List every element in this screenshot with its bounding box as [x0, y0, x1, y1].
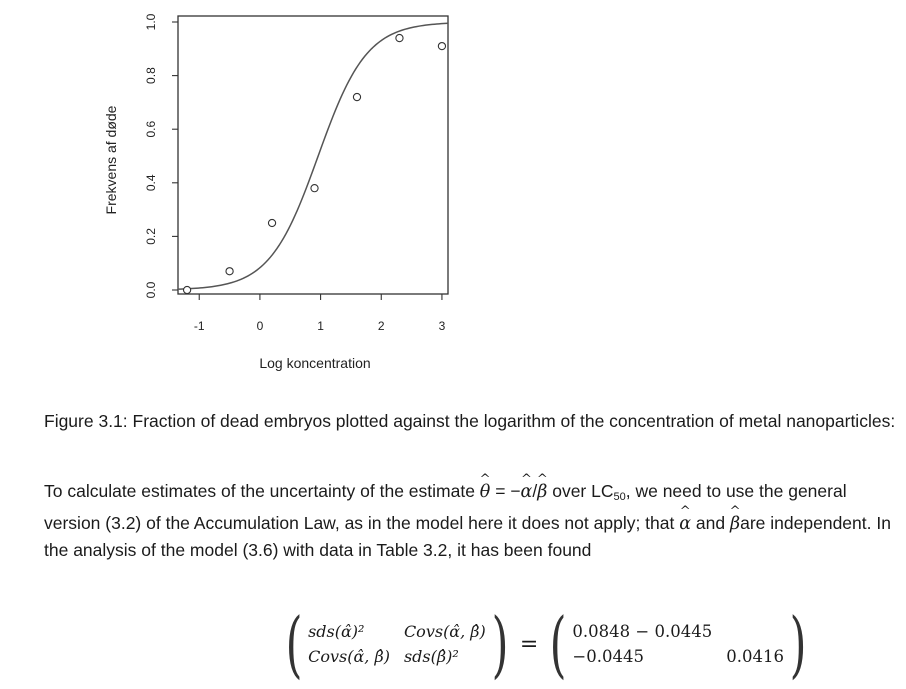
- left-paren-close: ): [491, 602, 509, 686]
- matrix-left-cell-1: Covs(α̂, β̂): [403, 622, 486, 641]
- y-tick-label-4: 0.8: [144, 67, 158, 84]
- x-tick-label-4: 3: [438, 319, 446, 333]
- equals-sign: =: [519, 631, 539, 657]
- x-tick-label-3: 2: [377, 319, 385, 333]
- x-tick-label-1: 0: [256, 319, 264, 333]
- para-text-1: To calculate estimates of the uncertainty of the estimate: [44, 481, 480, 501]
- theta-hat: θ ^: [480, 479, 491, 505]
- x-axis-ticks: [194, 294, 446, 333]
- matrix-left-cell-0: sds(α̂)²: [308, 622, 365, 641]
- explanation-paragraph: [44, 478, 904, 563]
- right-paren-close: ): [789, 602, 807, 686]
- para-eq: = −: [490, 481, 521, 501]
- alpha-hat-2: α ^: [679, 511, 691, 537]
- y-axis-ticks: [144, 13, 178, 298]
- matrix-right: [572, 622, 784, 666]
- y-tick-label-0: 0.0: [144, 281, 158, 299]
- plot-frame: [178, 16, 448, 294]
- y-tick-label-1: 0.2: [144, 228, 158, 245]
- x-tick-label-0: -1: [193, 319, 205, 333]
- fitted-curve: [178, 23, 448, 289]
- matrix-right-cell-3: 0.0416: [726, 647, 784, 666]
- para-text-3: , we need to use the general version (3.2) of the Accumulation Law, as in the model here it does not apply; that: [44, 481, 847, 533]
- data-point-4: [353, 93, 360, 100]
- data-point-6: [438, 43, 445, 50]
- covariance-equation: [280, 602, 812, 686]
- matrix-left-cell-3: sds(β̂)²: [403, 647, 459, 666]
- left-paren-open: (: [285, 602, 303, 686]
- right-paren-open: (: [549, 602, 567, 686]
- lc-subscript: 50: [613, 491, 626, 503]
- y-axis-label: Frekvens af døde: [103, 105, 119, 215]
- matrix-left: [308, 622, 486, 666]
- para-text-2: over LC: [547, 481, 614, 501]
- y-tick-label-3: 0.6: [144, 120, 158, 138]
- para-text-4: are independent. In the analysis of the model (3.6) with data in Table 3.2, it has been found: [44, 513, 891, 560]
- data-point-3: [311, 185, 318, 192]
- data-point-0: [184, 286, 191, 293]
- y-tick-label-2: 0.4: [144, 174, 158, 192]
- matrix-left-cell-2: Covs(α̂, β̂): [308, 647, 390, 666]
- data-point-2: [268, 219, 275, 226]
- para-slash: /: [532, 481, 538, 501]
- y-tick-label-5: 1.0: [144, 13, 158, 31]
- data-point-5: [396, 34, 403, 41]
- para-and: and: [691, 513, 730, 533]
- x-axis-label: Log koncentration: [259, 355, 371, 371]
- figure-caption: Figure 3.1: Fraction of dead embryos plotted against the logarithm of the concentration of metal nanoparticles:: [44, 411, 896, 431]
- matrix-right-cell-0: 0.0848 − 0.0445: [572, 622, 713, 641]
- data-point-1: [226, 268, 233, 275]
- x-tick-label-2: 1: [317, 319, 324, 333]
- alpha-hat: α ^: [521, 479, 533, 505]
- beta-hat: β ^: [537, 479, 547, 505]
- matrix-right-cell-1: [726, 622, 784, 641]
- beta-hat-2: β ^: [730, 511, 740, 537]
- matrix-right-cell-2: −0.0445: [572, 647, 644, 666]
